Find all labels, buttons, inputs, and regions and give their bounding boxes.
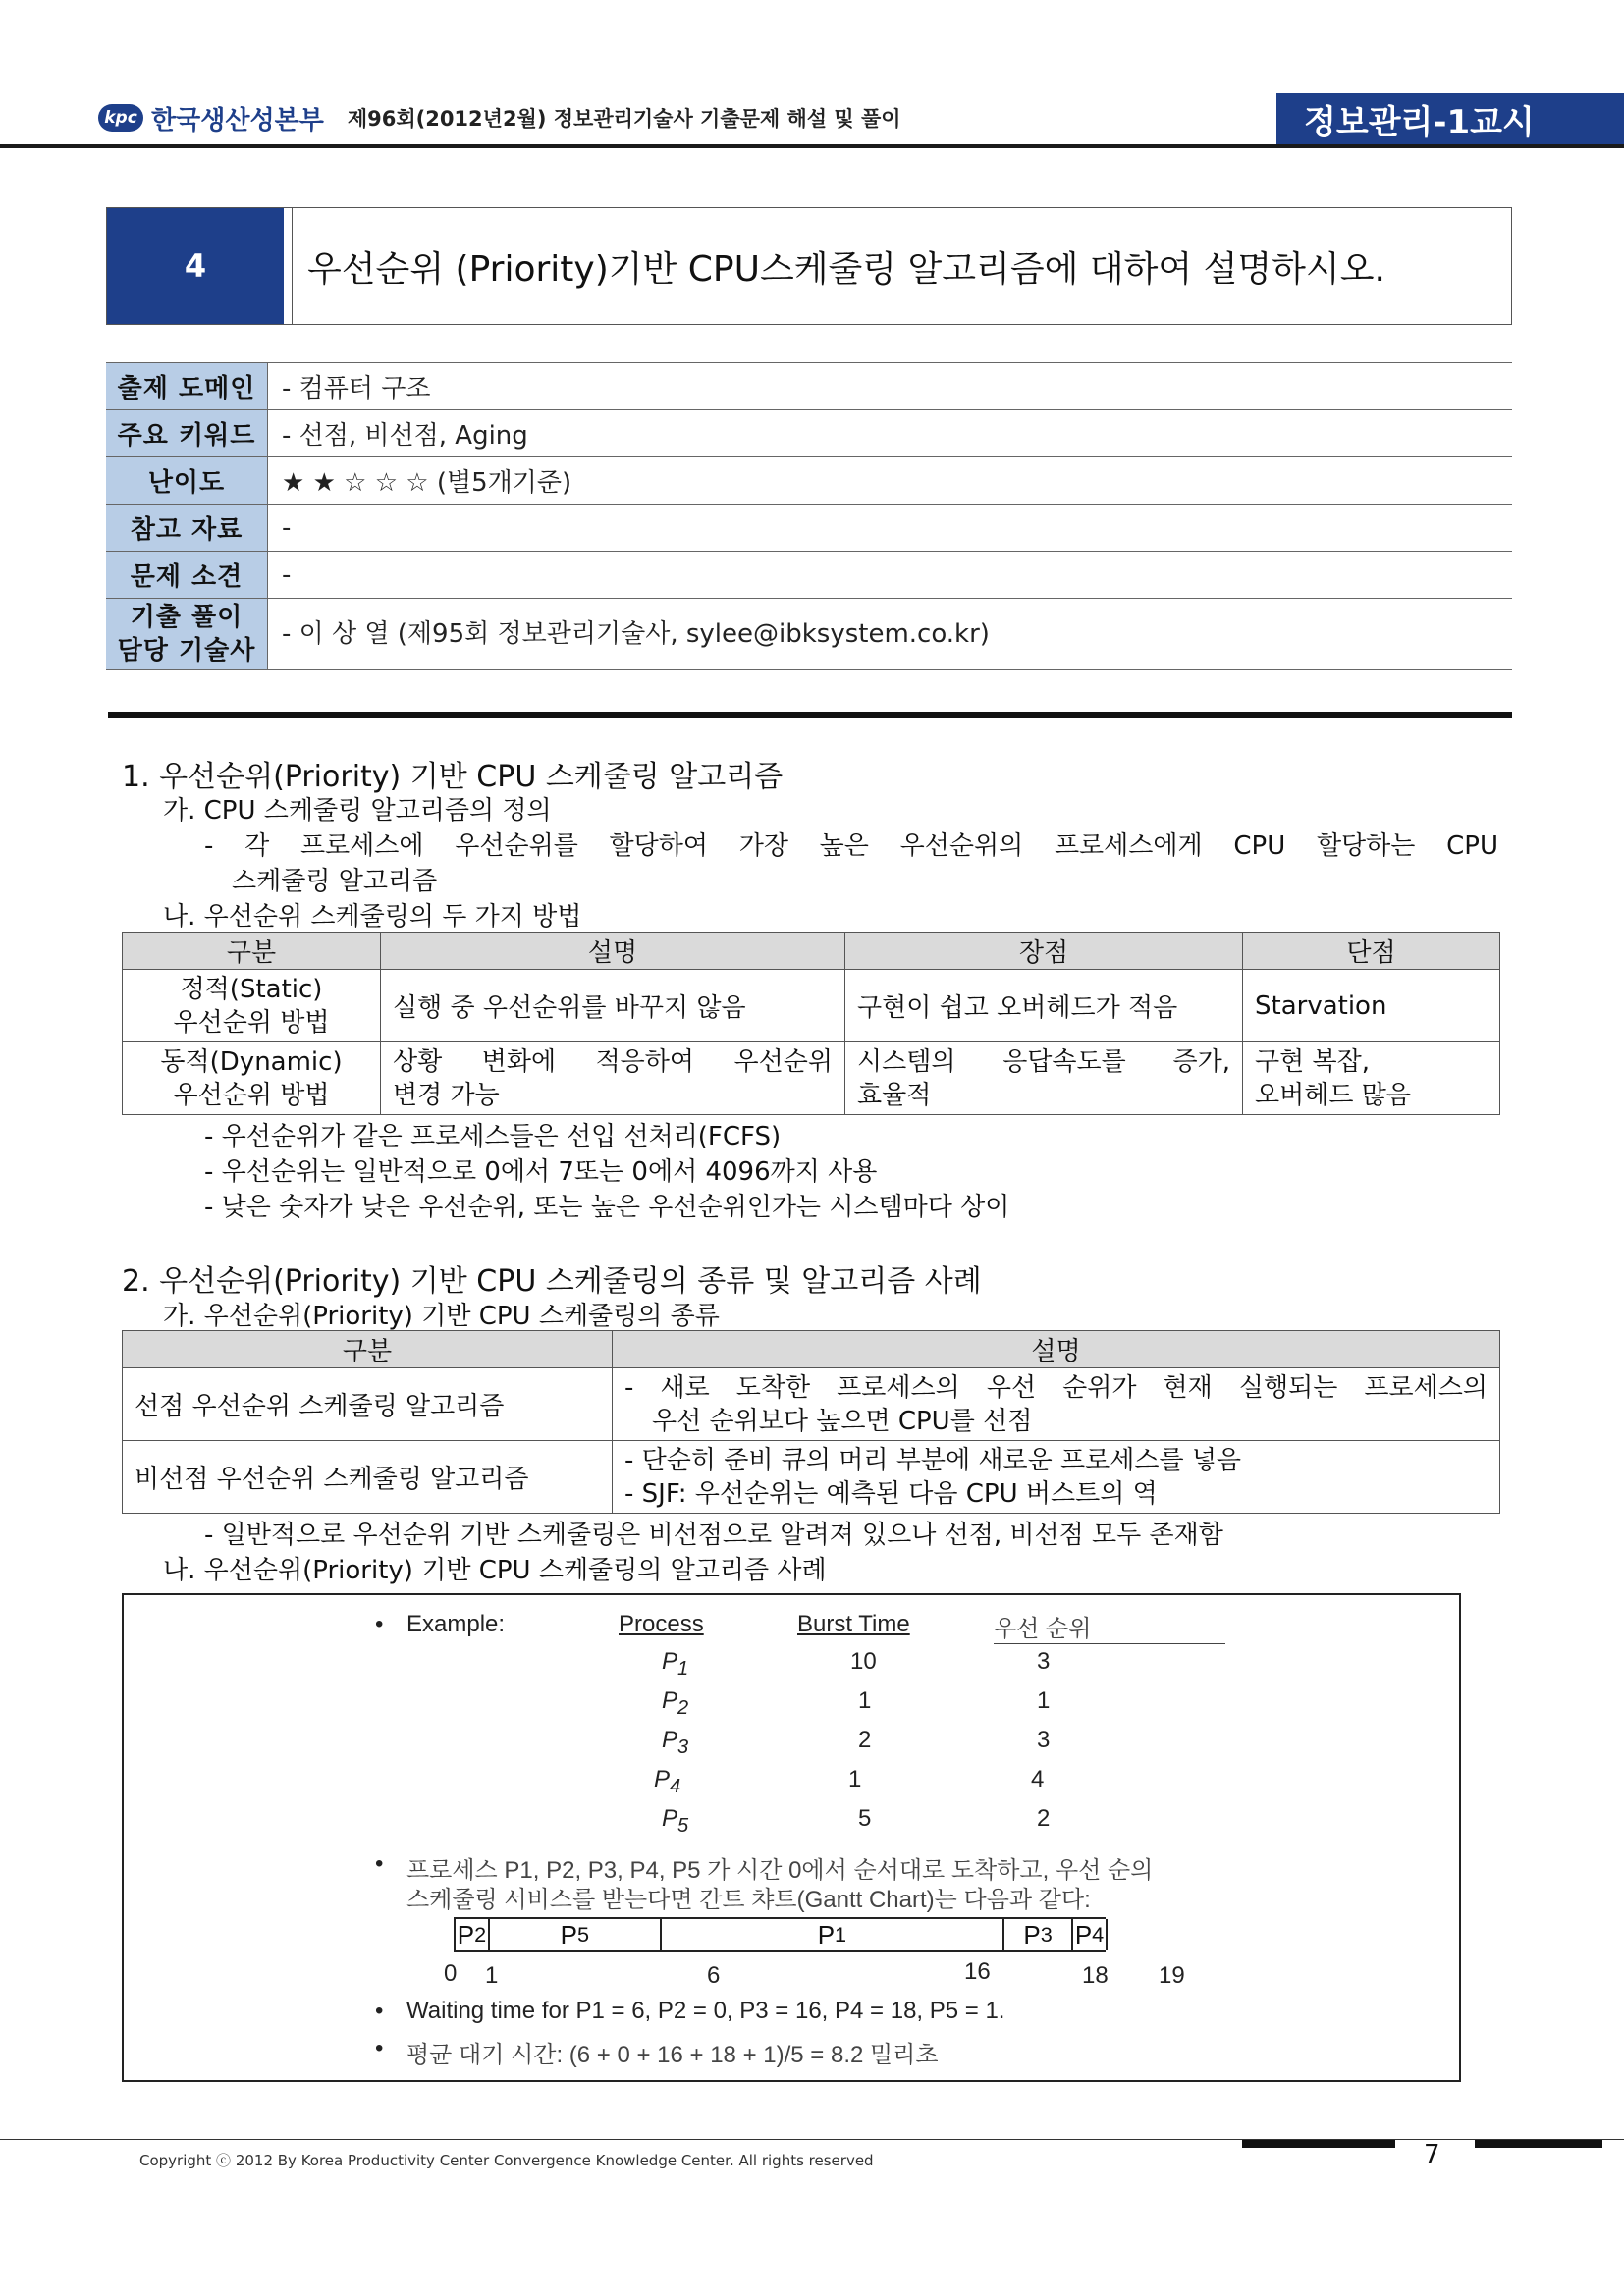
- cell-line: 구현 복잡,: [1255, 1046, 1370, 1077]
- gantt-cell: [662, 1919, 1004, 1950]
- cell-line: 우선순위 방법: [173, 1080, 330, 1110]
- header-logo: [98, 98, 901, 137]
- section2-b-title: 나. 우선순위(Priority) 기반 CPU 스케줄링의 알고리즘 사례: [163, 1556, 827, 1585]
- meta-value: -: [268, 505, 1513, 552]
- meta-key: 출제 도메인: [106, 363, 268, 410]
- table-header: 설명: [613, 1331, 1500, 1368]
- table-cell: [1243, 1042, 1500, 1115]
- section2-a-title: 가. 우선순위(Priority) 기반 CPU 스케줄링의 종류: [163, 1302, 720, 1331]
- gantt-tick: 19: [1159, 1962, 1185, 1989]
- priority-cell: 3: [1037, 1648, 1051, 1675]
- gantt-tick: 6: [707, 1962, 721, 1989]
- table-header-row: [123, 933, 1500, 970]
- question-text: 우선순위 (Priority)기반 CPU스케줄링 알고리즘에 대하여 설명하시오.: [307, 248, 1385, 290]
- table-cell: [845, 1042, 1243, 1115]
- section-divider: [108, 712, 1512, 718]
- table-cell: [123, 1042, 381, 1115]
- meta-key: 참고 자료: [106, 505, 268, 552]
- process-sub: 2: [677, 1696, 689, 1719]
- cell-line: 오버헤드 많음: [1255, 1080, 1411, 1110]
- burst-cell: 1: [848, 1766, 862, 1792]
- table-header-row: [123, 1331, 1500, 1368]
- question-number: 4: [107, 208, 292, 324]
- table-cell: [613, 1441, 1500, 1514]
- priority-cell: 1: [1037, 1687, 1051, 1714]
- cell-line: - SJF: 우선순위는 예측된 다음 CPU 버스트의 역: [624, 1478, 1158, 1509]
- copyright: Copyright ⓒ 2012 By Korea Productivity Center Convergence Knowledge Center. All rights reserved: [139, 2152, 874, 2169]
- gantt-sub: 5: [576, 1922, 589, 1947]
- section1-a-line: 스케줄링 알고리즘: [232, 867, 438, 896]
- col-burst: Burst Time: [797, 1611, 910, 1637]
- bullet: •: [375, 2035, 384, 2061]
- note-line: - 낮은 숫자가 낮은 우선순위, 또는 높은 우선순위인가는 시스템마다 상이: [204, 1193, 1010, 1222]
- meta-value: - 선점, 비선점, Aging: [268, 410, 1513, 457]
- process-letter: P: [662, 1805, 678, 1832]
- org-name: 한국생산성본부: [151, 105, 324, 135]
- table-cell: Starvation: [1243, 970, 1500, 1042]
- example-figure: [122, 1593, 1461, 2082]
- table-cell: 선점 우선순위 스케줄링 알고리즘: [123, 1368, 613, 1441]
- table-row: [123, 1042, 1500, 1115]
- gantt-process: P: [817, 1919, 836, 1949]
- process-cell: [662, 1648, 688, 1681]
- page-number: 7: [1424, 2140, 1440, 2169]
- table-cell: 실행 중 우선순위를 바꾸지 않음: [381, 970, 845, 1042]
- table-header: 구분: [123, 933, 381, 970]
- table-row: [123, 970, 1500, 1042]
- meta-value: -: [268, 552, 1513, 599]
- gantt-process: P: [1074, 1919, 1093, 1949]
- cell-line: 효율적: [857, 1080, 932, 1110]
- cell-line: 변경 가능: [393, 1080, 500, 1110]
- section1-title: 1. 우선순위(Priority) 기반 CPU 스케줄링 알고리즘: [122, 760, 784, 794]
- gantt-sub: 4: [1092, 1922, 1105, 1947]
- cell-line: 시스템의 응답속도를 증가,: [857, 1046, 1230, 1077]
- priority-methods-table: [122, 932, 1500, 1115]
- process-letter: P: [654, 1766, 671, 1792]
- gantt-cell: [456, 1919, 490, 1950]
- table-header: 구분: [123, 1331, 613, 1368]
- section2-title: 2. 우선순위(Priority) 기반 CPU 스케줄링의 종류 및 알고리즘 사례: [122, 1264, 982, 1299]
- meta-row: [106, 599, 1512, 670]
- process-sub: 5: [677, 1814, 689, 1837]
- table-header: 단점: [1243, 933, 1500, 970]
- session-badge: 정보관리-1교시: [1276, 93, 1624, 144]
- gantt-cell: [1004, 1919, 1073, 1950]
- kpc-logo-mark: kpc: [98, 104, 143, 132]
- gantt-chart: [454, 1917, 1106, 1952]
- meta-key: 난이도: [106, 457, 268, 505]
- gantt-tick: 1: [485, 1962, 499, 1989]
- footer-bar: [1475, 2140, 1602, 2148]
- waiting-time: Waiting time for P1 = 6, P2 = 0, P3 = 16, P4 = 18, P5 = 1.: [406, 1998, 1005, 2024]
- meta-row: [106, 552, 1512, 599]
- meta-key: 주요 키워드: [106, 410, 268, 457]
- priority-cell: 2: [1037, 1805, 1051, 1832]
- note-line: - 우선순위는 일반적으로 0에서 7또는 0에서 4096까지 사용: [204, 1157, 878, 1187]
- table-cell: [613, 1368, 1500, 1441]
- col-process: Process: [619, 1611, 704, 1637]
- meta-key: [106, 599, 268, 670]
- cell-line: 상황 변화에 적응하여 우선순위: [393, 1046, 833, 1077]
- gantt-tick: 0: [444, 1960, 458, 1987]
- header-divider: [0, 144, 1624, 148]
- gantt-sub: 1: [835, 1922, 847, 1947]
- table-header: 장점: [845, 933, 1243, 970]
- cell-line: 정적(Static): [180, 974, 323, 1004]
- process-cell: [654, 1766, 680, 1798]
- process-sub: 4: [670, 1775, 681, 1797]
- gantt-cell: [1073, 1919, 1108, 1950]
- table-cell: [381, 1042, 845, 1115]
- process-cell: [662, 1687, 688, 1720]
- priority-cell: 4: [1031, 1766, 1045, 1792]
- table-row: [123, 1441, 1500, 1514]
- note-line: - 일반적으로 우선순위 기반 스케줄링은 비선점으로 알려져 있으나 선점, 비선점 모두 존재함: [204, 1521, 1223, 1550]
- gantt-tick: 18: [1082, 1962, 1109, 1989]
- gantt-sub: 2: [474, 1922, 487, 1947]
- question-box: [106, 207, 1512, 325]
- table-cell: [123, 970, 381, 1042]
- meta-key-line: 기출 풀이: [130, 603, 244, 632]
- gantt-sub: 3: [1040, 1922, 1053, 1947]
- meta-row: [106, 363, 1512, 410]
- table-row: [123, 1368, 1500, 1441]
- header-subtitle: 제96회(2012년2월) 정보관리기술사 기출문제 해설 및 풀이: [347, 107, 901, 131]
- meta-table: [106, 362, 1512, 670]
- section1-a-title: 가. CPU 스케줄링 알고리즘의 정의: [163, 796, 552, 826]
- process-sub: 3: [677, 1735, 689, 1758]
- cell-line: - 단순히 준비 큐의 머리 부분에 새로운 프로세스를 넣음: [624, 1445, 1242, 1475]
- gantt-process: P: [560, 1919, 577, 1949]
- bullet: •: [375, 1850, 384, 1877]
- process-letter: P: [662, 1727, 678, 1753]
- burst-cell: 5: [858, 1805, 872, 1832]
- process-letter: P: [662, 1648, 678, 1675]
- process-letter: P: [662, 1687, 678, 1714]
- priority-cell: 3: [1037, 1727, 1051, 1753]
- table-header: 설명: [381, 933, 845, 970]
- example-desc-line: 프로세스 P1, P2, P3, P4, P5 가 시간 0에서 순서대로 도착하고, 우선 순의: [406, 1857, 1154, 1884]
- author-value: - 이 상 열 (제95회 정보관리기술사, sylee@ibksystem.co.kr): [268, 599, 1513, 670]
- process-cell: [662, 1805, 688, 1838]
- meta-row: [106, 457, 1512, 505]
- meta-row: [106, 410, 1512, 457]
- burst-cell: 2: [858, 1727, 872, 1753]
- meta-row: [106, 505, 1512, 552]
- example-label: Example:: [406, 1611, 506, 1637]
- burst-cell: 1: [858, 1687, 872, 1714]
- cell-line: 우선 순위보다 높으면 CPU를 선점: [652, 1406, 1033, 1436]
- table-cell: 구현이 쉽고 오버헤드가 적음: [845, 970, 1243, 1042]
- average-wait: 평균 대기 시간: (6 + 0 + 16 + 18 + 1)/5 = 8.2 밀리초: [406, 2042, 939, 2068]
- cell-line: 우선순위 방법: [173, 1007, 330, 1038]
- meta-key: 문제 소견: [106, 552, 268, 599]
- example-desc-line: 스케줄링 서비스를 받는다면 간트 챠트(Gantt Chart)는 다음과 같다:: [406, 1887, 1091, 1913]
- gantt-process: P: [457, 1919, 475, 1949]
- bullet: •: [375, 1998, 384, 2024]
- process-sub: 1: [677, 1657, 689, 1680]
- scheduling-types-table: [122, 1330, 1500, 1514]
- burst-cell: 10: [850, 1648, 877, 1675]
- col-priority: 우선 순위: [994, 1609, 1225, 1644]
- table-cell: 비선점 우선순위 스케줄링 알고리즘: [123, 1441, 613, 1514]
- meta-key-line: 담당 기술사: [117, 636, 256, 666]
- cell-line: - 새로 도착한 프로세스의 우선 순위가 현재 실행되는 프로세스의: [624, 1372, 1488, 1403]
- section1-b-title: 나. 우선순위 스케줄링의 두 가지 방법: [163, 902, 582, 932]
- difficulty-stars: ★ ★ ☆ ☆ ☆ (별5개기준): [268, 457, 1513, 505]
- cell-line: 동적(Dynamic): [160, 1046, 343, 1077]
- note-line: - 우선순위가 같은 프로세스들은 선입 선처리(FCFS): [204, 1122, 782, 1151]
- section1-a-line: - 각 프로세스에 우선순위를 할당하여 가장 높은 우선순위의 프로세스에게 CPU 할당하는 CPU: [204, 831, 1498, 861]
- meta-value: - 컴퓨터 구조: [268, 363, 1513, 410]
- gantt-tick: 16: [964, 1958, 991, 1985]
- footer-bar: [1242, 2140, 1395, 2148]
- bullet: •: [375, 1611, 384, 1637]
- process-cell: [662, 1727, 688, 1759]
- gantt-process: P: [1023, 1919, 1041, 1949]
- gantt-cell: [490, 1919, 662, 1950]
